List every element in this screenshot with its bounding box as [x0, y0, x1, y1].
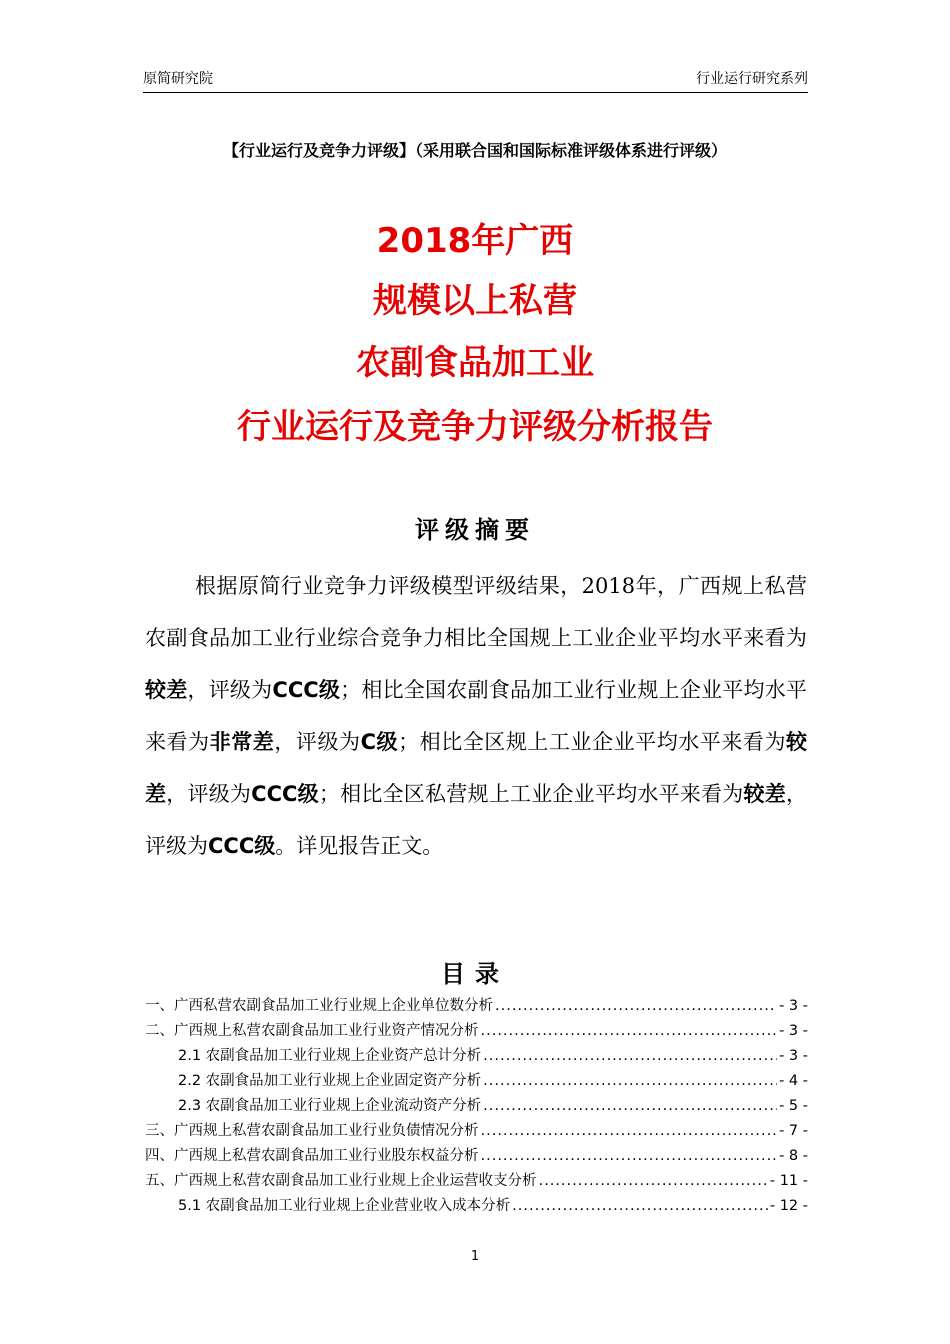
toc-entry-label: 二、广西规上私营农副食品加工业行业资产情况分析	[145, 1023, 479, 1039]
toc-entry-label: 一、广西私营农副食品加工业行业规上企业单位数分析	[145, 998, 493, 1014]
summary-emphasis: CCC级	[251, 782, 319, 806]
report-title-line-2: 规模以上私营	[373, 281, 577, 321]
toc-entry-page: - 7 -	[779, 1123, 808, 1139]
summary-emphasis: 较差	[743, 782, 786, 806]
summary-text: ；相比全国农副食品加工业行业规上企业平均水平来看为	[145, 678, 807, 754]
toc-entry[interactable]	[145, 1094, 808, 1119]
toc-entry-page: - 3 -	[779, 998, 808, 1014]
summary-text: ，评级为	[274, 730, 361, 754]
summary-text: ，评级为	[187, 678, 273, 702]
toc-entry-page: - 4 -	[779, 1073, 808, 1089]
page-header	[143, 66, 808, 93]
toc-entry[interactable]	[145, 994, 808, 1019]
toc-dot-leader	[483, 1048, 777, 1064]
toc-entry-label: 2.2 农副食品加工业行业规上企业固定资产分析	[178, 1073, 482, 1089]
summary-text: ；相比全区规上工业企业平均水平来看为	[398, 730, 787, 754]
toc-entry-label: 四、广西规上私营农副食品加工业行业股东权益分析	[145, 1148, 479, 1164]
toc-entry-label: 五、广西规上私营农副食品加工业行业规上企业运营收支分析	[145, 1173, 537, 1189]
toc-dot-leader	[495, 998, 777, 1014]
toc-dot-leader	[539, 1173, 768, 1189]
toc-dot-leader	[481, 1023, 778, 1039]
summary-emphasis: 较差	[145, 730, 808, 806]
toc-entry[interactable]	[145, 1044, 808, 1069]
header-org: 原简研究院	[143, 71, 213, 87]
toc-entry-page: - 11 -	[769, 1173, 808, 1189]
summary-emphasis: C级	[360, 730, 399, 754]
summary-paragraph	[145, 560, 807, 872]
summary-text: ；相比全区私营规上工业企业平均水平来看为	[318, 782, 744, 806]
summary-emphasis: CCC级	[272, 678, 341, 702]
toc-entry-page: - 3 -	[779, 1048, 808, 1064]
toc-entry-page: - 12 -	[769, 1198, 808, 1214]
page-number: 1	[470, 1249, 480, 1264]
toc-entry[interactable]	[145, 1144, 808, 1169]
summary-text: 。详见报告正文。	[275, 834, 444, 858]
toc-dot-leader	[512, 1198, 768, 1214]
toc-entry[interactable]	[145, 1019, 808, 1044]
toc-heading: 目录	[441, 960, 509, 988]
toc-entry-page: - 5 -	[779, 1098, 808, 1114]
toc-entry-label: 三、广西规上私营农副食品加工业行业负债情况分析	[145, 1123, 479, 1139]
summary-emphasis: CCC级	[208, 834, 276, 858]
summary-text: ，评级为	[166, 782, 252, 806]
rating-tagline: 【行业运行及竞争力评级】（采用联合国和国际标准评级体系进行评级）	[222, 141, 727, 160]
header-series: 行业运行研究系列	[696, 71, 808, 87]
toc-entry[interactable]	[145, 1169, 808, 1194]
toc-dot-leader	[483, 1098, 777, 1114]
table-of-contents	[145, 994, 808, 1219]
toc-dot-leader	[481, 1148, 778, 1164]
report-title-line-1: 2018年广西	[376, 221, 574, 261]
toc-entry-label: 2.1 农副食品加工业行业规上企业资产总计分析	[178, 1048, 482, 1064]
summary-text: 根据原简行业竞争力评级模型评级结果，2018年，广西规上私营农副食品加工业行业综合竞争力相比全国规上工业企业平均水平来看为	[145, 574, 807, 650]
toc-dot-leader	[481, 1123, 778, 1139]
summary-heading: 评级摘要	[415, 516, 535, 544]
toc-entry-label: 2.3 农副食品加工业行业规上企业流动资产分析	[178, 1098, 482, 1114]
toc-entry-page: - 3 -	[779, 1023, 808, 1039]
toc-entry-label: 5.1 农副食品加工业行业规上企业营业收入成本分析	[178, 1198, 511, 1214]
toc-entry[interactable]	[145, 1069, 808, 1094]
toc-entry[interactable]	[145, 1194, 808, 1219]
toc-dot-leader	[483, 1073, 777, 1089]
toc-entry[interactable]	[145, 1119, 808, 1144]
summary-text: ，评级为	[145, 782, 807, 858]
summary-emphasis: 较差	[145, 678, 188, 702]
report-title-line-3: 农副食品加工业	[356, 343, 594, 383]
report-title-line-4: 行业运行及竞争力评级分析报告	[237, 407, 713, 447]
summary-emphasis: 非常差	[209, 730, 275, 754]
toc-entry-page: - 8 -	[779, 1148, 808, 1164]
